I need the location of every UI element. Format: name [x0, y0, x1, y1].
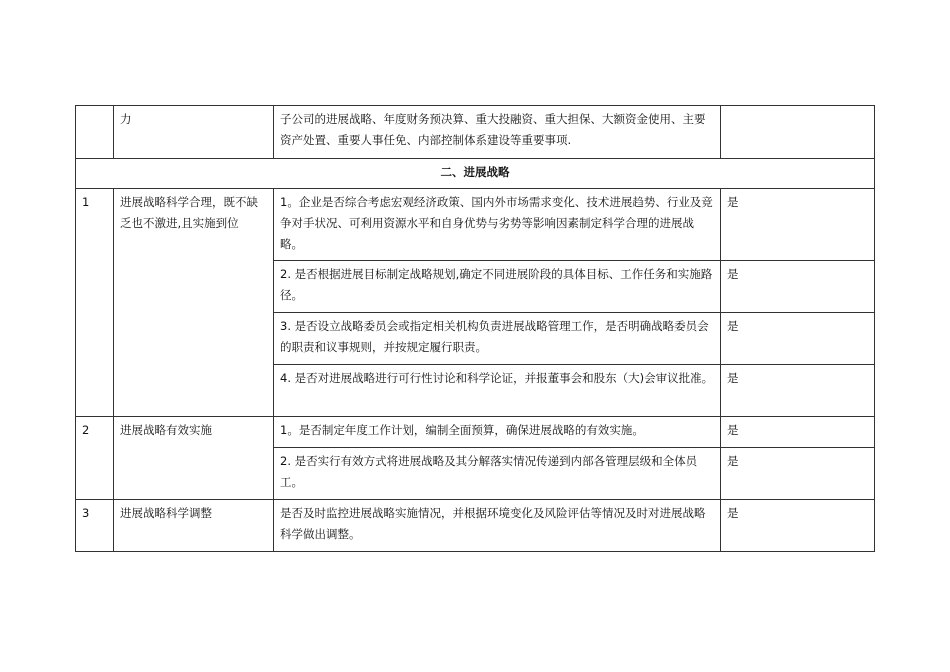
item-cell: 力 — [114, 106, 274, 159]
item-cell: 进展战略科学合理，既不缺乏也不激进,且实施到位 — [114, 189, 274, 417]
strategy-checklist-table — [75, 105, 875, 552]
content-cell: 4. 是否对进展战略进行可行性讨论和科学论证，并报董事会和股东（大)会审议批准。 — [274, 365, 721, 417]
number-cell: 1 — [76, 189, 114, 417]
table-row — [76, 106, 875, 159]
content-cell: 子公司的进展战略、年度财务预决算、重大投融资、重大担保、大额资金使用、主要资产处置、重要人事任免、内部控制体系建设等重要事项. — [274, 106, 721, 159]
item-cell: 进展战略有效实施 — [114, 417, 274, 500]
result-cell: 是 — [721, 500, 875, 552]
result-cell: 是 — [721, 417, 875, 448]
result-cell: 是 — [721, 189, 875, 261]
result-cell: 是 — [721, 448, 875, 500]
result-cell: 是 — [721, 365, 875, 417]
number-cell: 2 — [76, 417, 114, 500]
result-cell: 是 — [721, 261, 875, 313]
table-row — [76, 189, 875, 261]
number-cell — [76, 106, 114, 159]
content-cell: 2. 是否根据进展目标制定战略规划,确定不同进展阶段的具体目标、工作任务和实施路径。 — [274, 261, 721, 313]
result-cell: 是 — [721, 313, 875, 365]
result-cell — [721, 106, 875, 159]
content-cell: 1。企业是否综合考虑宏观经济政策、国内外市场需求变化、技术进展趋势、行业及竞争对手状况、可利用资源水平和自身优势与劣势等影响因素制定科学合理的进展战略。 — [274, 189, 721, 261]
item-cell: 进展战略科学调整 — [114, 500, 274, 552]
content-cell: 2. 是否实行有效方式将进展战略及其分解落实情况传递到内部各管理层级和全体员工。 — [274, 448, 721, 500]
content-cell: 是否及时监控进展战略实施情况，并根据环境变化及风险评估等情况及时对进展战略科学做出调整。 — [274, 500, 721, 552]
section-row — [76, 159, 875, 189]
table-row — [76, 417, 875, 448]
number-cell: 3 — [76, 500, 114, 552]
content-cell: 1。是否制定年度工作计划，编制全面预算，确保进展战略的有效实施。 — [274, 417, 721, 448]
section-title: 二、进展战略 — [76, 159, 875, 189]
table-row — [76, 500, 875, 552]
content-cell: 3. 是否设立战略委员会或指定相关机构负责进展战略管理工作，是否明确战略委员会的职责和议事规则，并按规定履行职责。 — [274, 313, 721, 365]
